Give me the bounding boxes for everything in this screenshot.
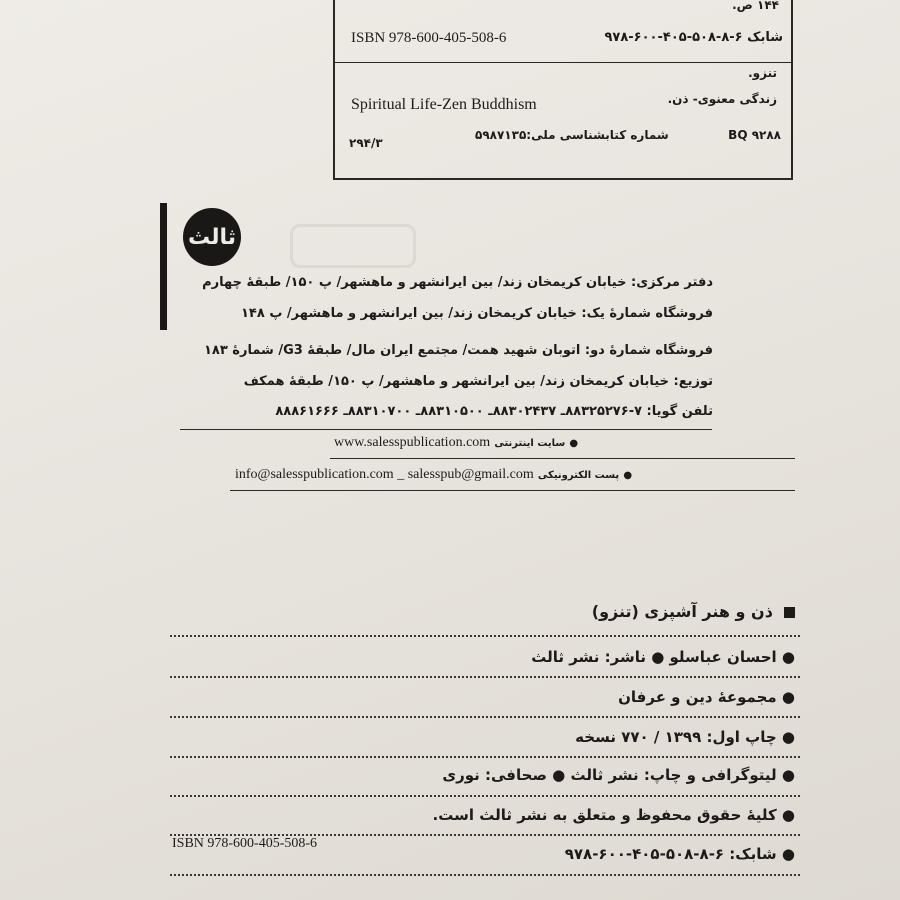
colophon-shabak: ● شابک: ۶-۸-۵۰۸-۴۰۵-۶۰۰-۹۷۸: [564, 845, 795, 863]
address-line: فروشگاه شمارهٔ یک: خیابان کریمخان زند/ بین ایرانشهر و ماهشهر/ پ ۱۴۸: [240, 306, 713, 321]
divider: [230, 490, 795, 491]
square-bullet-icon: [784, 607, 795, 618]
divider: [330, 458, 795, 459]
page-count: ۱۴۴ ص.: [732, 0, 779, 12]
email-link[interactable]: info@salesspublication.com _ salesspub@gmail.com: [235, 467, 534, 482]
isbn-en: ISBN 978-600-405-508-6: [351, 30, 507, 46]
translator-line: ● احسان عباسلو ● ناشر: نشر ثالث: [531, 648, 795, 666]
shabak-fa: شابک ۶-۸-۵۰۸-۴۰۵-۶۰۰-۹۷۸: [604, 30, 783, 45]
national-number: شماره کتابشناسی ملی:۵۹۸۷۱۳۵: [475, 128, 669, 142]
lc-class: BQ ۹۲۸۸: [728, 128, 781, 142]
printing-line: ● لیتوگرافی و چاپ: نشر ثالث ● صحافی: نوری: [442, 766, 795, 784]
bullet-icon: ●: [569, 438, 579, 449]
bullet-icon: ●: [776, 845, 795, 863]
series-line: ● مجموعهٔ دین و عرفان: [618, 688, 795, 706]
dotted-rule: [170, 795, 800, 797]
dotted-rule: [170, 716, 800, 718]
website-row: [334, 435, 578, 451]
subject-fa: زندگی معنوی- ذن.: [667, 92, 777, 106]
book-title-row: [592, 602, 795, 621]
bullet-icon: ●: [776, 688, 795, 706]
catalog-box: [333, 0, 793, 180]
dewey-number: ۲۹۴/۳: [349, 136, 383, 150]
logo-bar: [160, 203, 167, 330]
dotted-rule: [170, 635, 800, 637]
publisher-logo: ثالث: [183, 208, 241, 266]
email-label: پست الکترونیکی: [537, 470, 620, 481]
catalog-divider: [335, 62, 791, 63]
address-line: فروشگاه شمارهٔ دو: اتوبان شهید همت/ مجتمع ایران مال/ طبقهٔ G3/ شمارهٔ ۱۸۳: [203, 343, 713, 358]
address-line: دفتر مرکزی: خیابان کریمخان زند/ بین ایرانشهر و ماهشهر/ پ ۱۵۰/ طبقهٔ چهارم: [202, 275, 713, 290]
watermark: [290, 224, 416, 268]
author-heading: تنزو.: [748, 66, 777, 80]
dotted-rule: [170, 756, 800, 758]
bullet-icon: ●: [776, 766, 795, 784]
colophon-isbn-en: ISBN 978-600-405-508-6: [172, 836, 318, 851]
rights-line: ● کلیهٔ حقوق محفوظ و متعلق به نشر ثالث است.: [432, 806, 795, 824]
edition-line: ● چاپ اول: ۱۳۹۹ / ۷۷۰ نسخه: [575, 728, 795, 746]
divider: [180, 429, 712, 430]
book-title: ذن و هنر آشپزی (تنزو): [591, 602, 773, 621]
dotted-rule: [170, 676, 800, 678]
website-label: سایت اینترنتی: [494, 438, 566, 449]
dotted-rule: [170, 874, 800, 876]
bullet-icon: ●: [623, 470, 633, 481]
email-row: [235, 467, 632, 483]
bullet-icon: ●: [776, 806, 795, 824]
phone-line: تلفن گویا: ۷-۸۸۳۲۵۲۷۶ـ ۸۸۳۰۲۴۳۷ـ ۸۸۳۱۰۵۰۰ـ ۸۸۳۱۰۷۰۰ـ ۸۸۸۶۱۶۶۶: [275, 404, 713, 419]
bullet-icon: ●: [776, 648, 795, 666]
address-line: توزیع: خیابان کریمخان زند/ بین ایرانشهر و ماهشهر/ پ ۱۵۰/ طبقهٔ همکف: [243, 374, 713, 389]
website-link[interactable]: www.salesspublication.com: [334, 435, 491, 450]
bullet-icon: ●: [776, 728, 795, 746]
subject-en: Spiritual Life-Zen Buddhism: [351, 96, 537, 113]
